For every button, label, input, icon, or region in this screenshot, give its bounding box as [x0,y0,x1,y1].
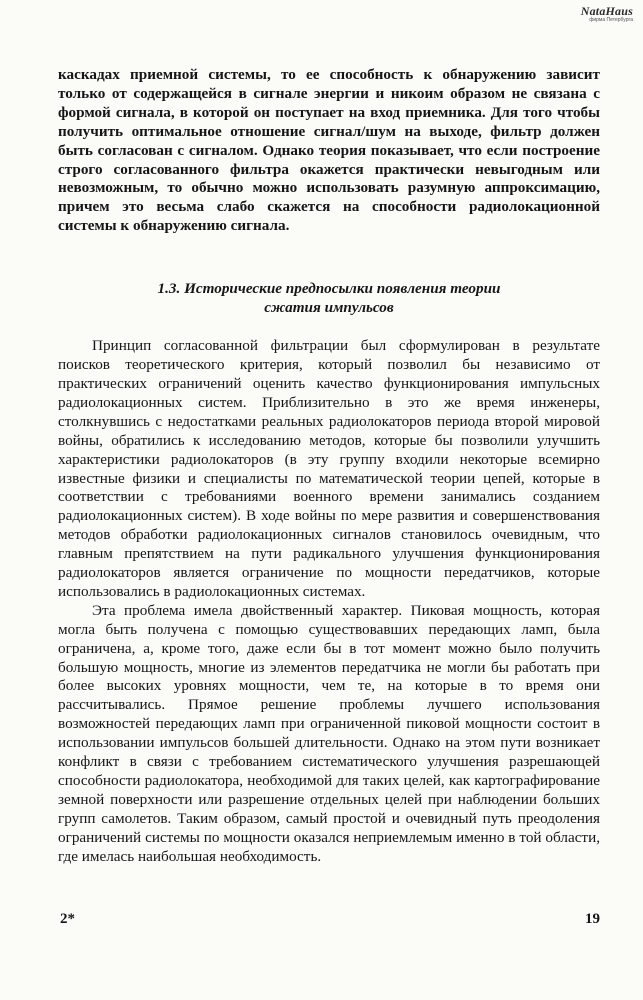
section-heading-line-1: 1.3. Исторические предпосылки появления теории [157,280,501,298]
section-heading-line-2: сжатия импульсов [264,298,394,316]
watermark-subtitle: фирма Петербурга [589,17,633,23]
paragraph-continuation: каскадах приемной системы, то ее способность к обнаружению зависит только от содержащейся в сигнале энергии и никоим образом не связана с формой сигнала, в которой он поступает на вход приемника. Для того чтобы получить оптимальное отношение сигнал/шум на выходе, фильтр должен быть согласован с сигналом. Однако теория показывает, что если построение строго согласованного фильтра окажется практически невыгодным или невозможным, то обычно можно использовать разумную аппроксимацию, причем это весьма слабо скажется на способности радиолокационной системы к обнаружению сигнала. [58,66,600,235]
page-number: 19 [585,911,600,927]
watermark-logo [581,5,633,23]
paragraph-power-problem: Эта проблема имела двойственный характер. Пиковая мощность, которая могла быть получена с помощью существовавших передающих ламп, была ограничена, а, кроме того, даже если бы в тот момент можно было получить большую мощность, многие из элементов передатчика не могли бы работать при более высоких уровнях мощности, чем те, на которые в то время они рассчитывались. Прямое решение проблемы лучшего использования возможностей передающих ламп при ограниченной пиковой мощности состоит в использовании импульсов большей длительности. Однако на этом пути возникает конфликт в связи с требованием систематического улучшения разрешающей способности радиолокатора, необходимой для таких целей, как картографирование земной поверхности или разрешение отдельных целей при наблюдении больших групп самолетов. Таким образом, самый простой и очевидный путь преодоления ограничений системы по мощности оказался неприемлемым именно в той области, где имелась наибольшая необходимость. [58,601,600,865]
printer-signature: 2* [60,911,75,927]
watermark-title: NataHaus [580,4,633,18]
section-heading [58,280,600,317]
page-body [58,66,600,867]
paragraph-matched-filtering: Принцип согласованной фильтрации был сформулирован в результате поисков теоретического критерия, который позволил бы независимо от практических ограничений оценить качество функционирования импульсных радиолокационных систем. Приблизительно в это же время инженеры, столкнувшись с недостатками реальных радиолокаторов периода второй мировой войны, обратились к исследованию методов, которые бы позволили улучшить характеристики радиолокаторов (в эту группу входили некоторые всемирно известные физики и специалисты по математической теории цепей, которые в соответствии с требованиями военного времени занимались созданием радиолокационных систем). В ходе войны по мере развития и совершенствования методов обработки радиолокационных сигналов становилось очевидным, что главным препятствием на пути радикального улучшения функционирования радиолокаторов является ограничение по мощности передатчиков, которые использовались в радиолокационных системах. [58,337,600,600]
